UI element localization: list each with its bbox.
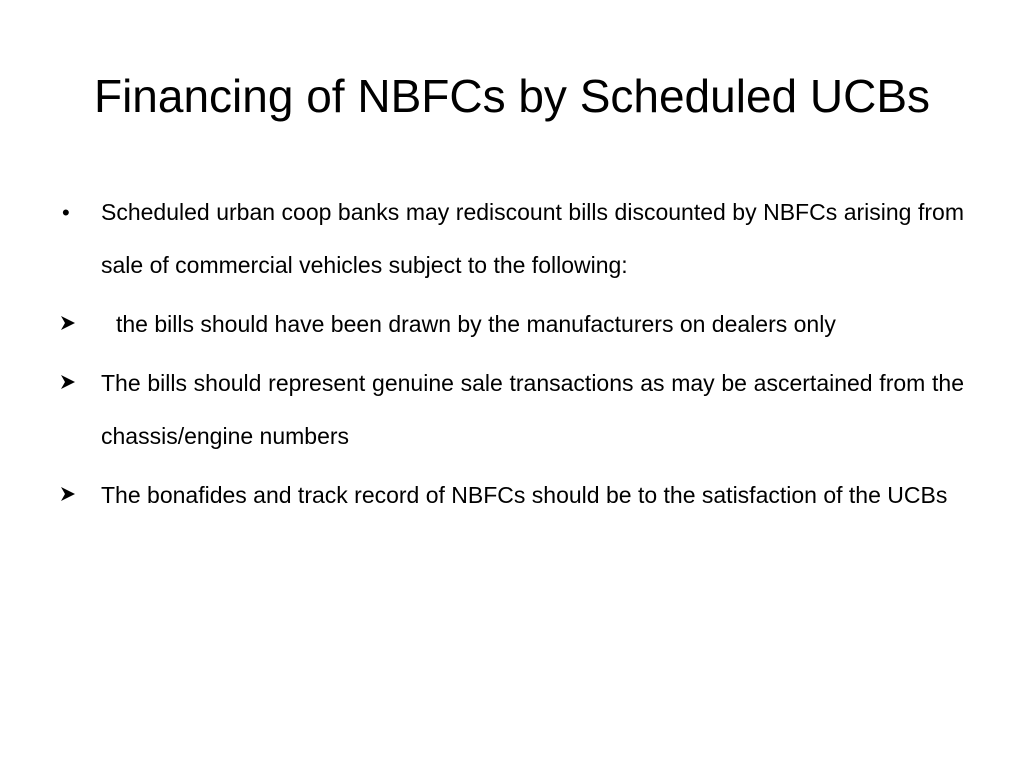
slide-title: Financing of NBFCs by Scheduled UCBs [93, 70, 931, 122]
bullet-list [60, 186, 964, 528]
bullet-icon: • [62, 200, 70, 225]
arrow-bullet-icon [60, 469, 84, 522]
list-item [60, 186, 964, 292]
arrow-bullet-icon [60, 298, 84, 351]
list-item-text: the bills should have been drawn by the manufacturers on dealers only [116, 311, 836, 337]
list-item-text: Scheduled urban coop banks may rediscount bills discounted by NBFCs arising from sale of commercial vehicles subject to the following: [101, 199, 964, 278]
list-item [60, 298, 964, 351]
list-item-text: The bills should represent genuine sale transactions as may be ascertained from the chassis/engine numbers [101, 370, 964, 449]
list-item [60, 357, 964, 463]
list-item-text: The bonafides and track record of NBFCs should be to the satisfaction of the UCBs [101, 482, 948, 508]
arrow-bullet-icon [60, 357, 84, 410]
list-item [60, 469, 964, 522]
